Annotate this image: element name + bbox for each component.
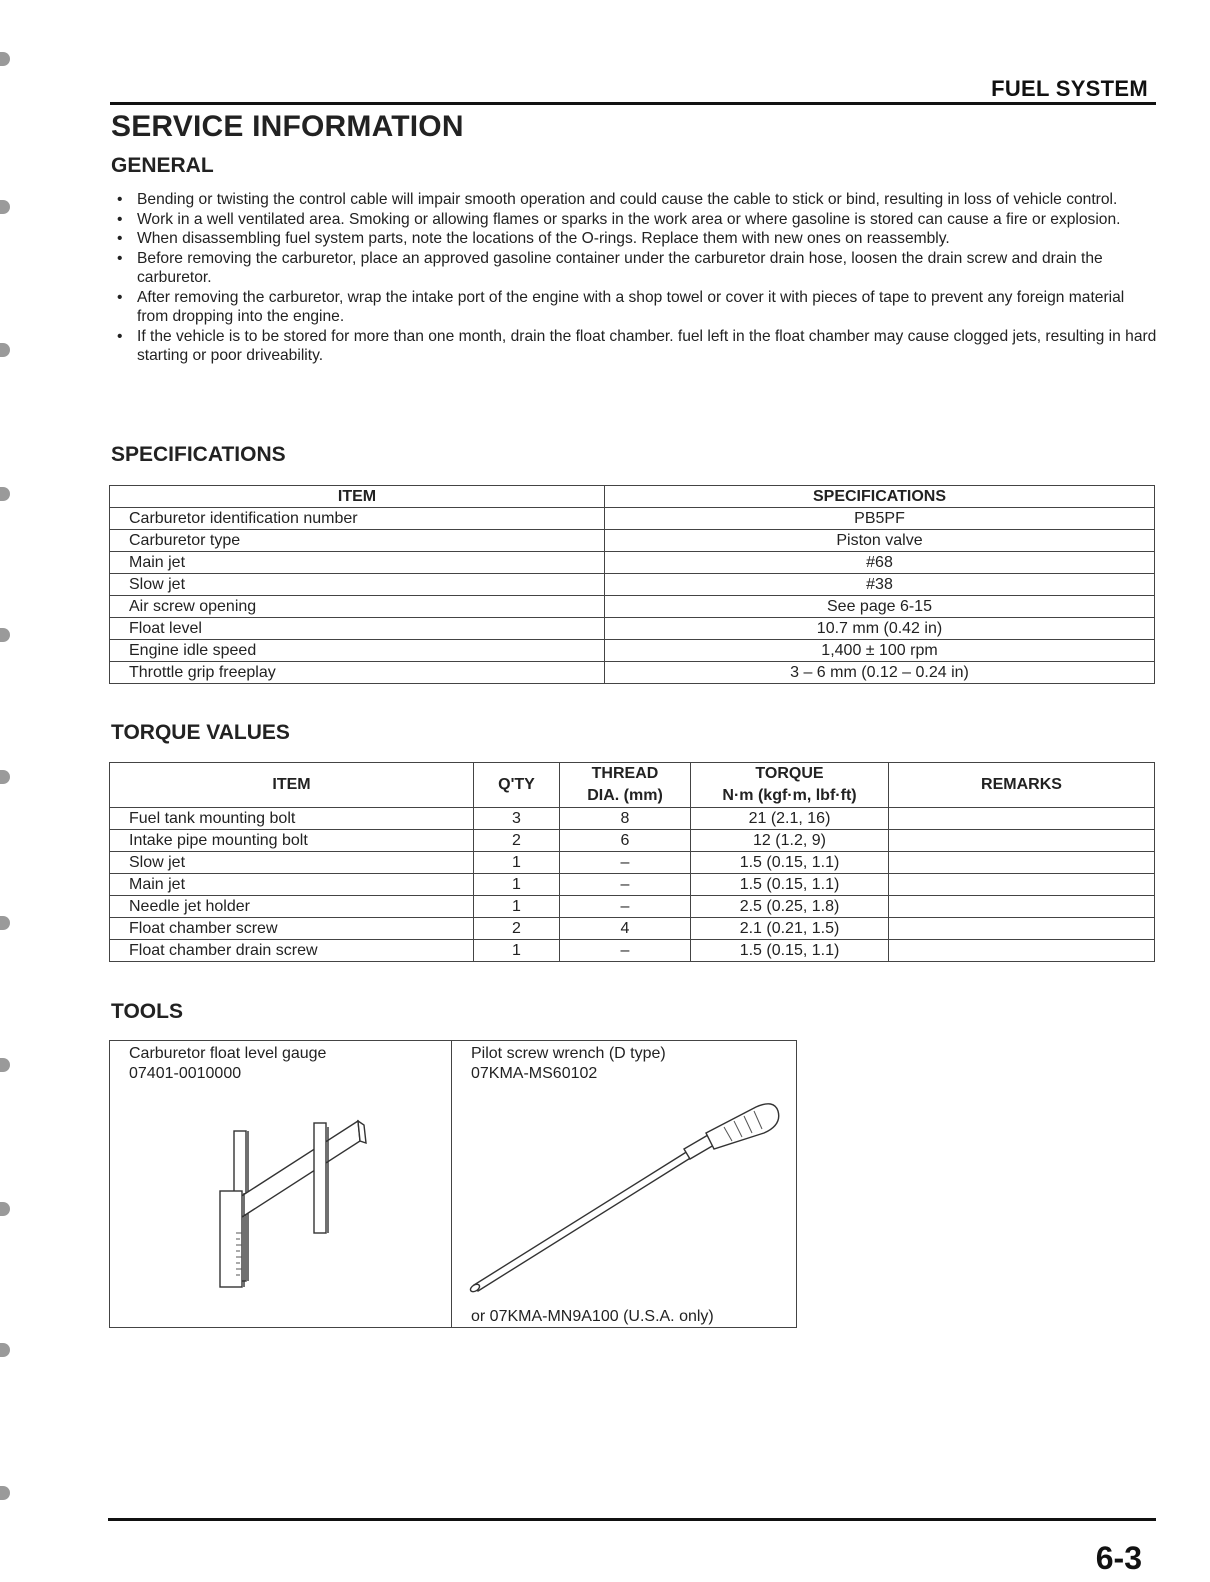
table-row: [110, 662, 1155, 684]
punch-mark: [0, 1202, 10, 1216]
torque-values-table: [109, 762, 1155, 962]
footer-rule: [108, 1518, 1156, 1521]
section-title: FUEL SYSTEM: [991, 76, 1148, 101]
punch-mark: [0, 628, 10, 642]
table-row: [110, 574, 1155, 596]
spec-item: Carburetor type: [110, 530, 605, 552]
spec-value: 10.7 mm (0.42 in): [605, 618, 1155, 640]
general-notes: [115, 190, 1157, 366]
table-row: [110, 808, 1155, 830]
punch-mark: [0, 916, 10, 930]
spec-item: Engine idle speed: [110, 640, 605, 662]
torque-thread: –: [560, 874, 691, 896]
table-row: [110, 640, 1155, 662]
torque-value: 1.5 (0.15, 1.1): [691, 940, 889, 962]
torque-item: Main jet: [110, 874, 474, 896]
torque-thread: 8: [560, 808, 691, 830]
punch-mark: [0, 1058, 10, 1072]
table-header-row: [110, 486, 1155, 508]
torque-qty: 2: [474, 830, 560, 852]
torque-item: Needle jet holder: [110, 896, 474, 918]
torque-qty: 1: [474, 852, 560, 874]
note-item: • Before removing the carburetor, place an approved gasoline container under the carburetor drain hose, loosen the drain screw and drain the carburetor.: [115, 249, 1157, 288]
spec-value: #68: [605, 552, 1155, 574]
torque-item: Float chamber screw: [110, 918, 474, 940]
column-header: ITEM: [110, 763, 474, 808]
table-row: [110, 874, 1155, 896]
torque-item: Slow jet: [110, 852, 474, 874]
column-header: Q'TY: [474, 763, 560, 808]
torque-item: Float chamber drain screw: [110, 940, 474, 962]
torque-remarks: [889, 918, 1155, 940]
spec-value: 1,400 ± 100 rpm: [605, 640, 1155, 662]
punch-mark: [0, 200, 10, 214]
torque-item: Intake pipe mounting bolt: [110, 830, 474, 852]
column-header: SPECIFICATIONS: [605, 486, 1155, 508]
table-row: [110, 940, 1155, 962]
note-item: • Bending or twisting the control cable will impair smooth operation and could cause the cable to stick or bind, resulting in loss of vehicle control.: [115, 190, 1157, 210]
torque-value: 12 (1.2, 9): [691, 830, 889, 852]
torque-qty: 1: [474, 874, 560, 896]
table-row: [110, 852, 1155, 874]
torque-thread: 6: [560, 830, 691, 852]
punch-mark: [0, 487, 10, 501]
torque-thread: –: [560, 896, 691, 918]
note-item: • After removing the carburetor, wrap the intake port of the engine with a shop towel or cover it with pieces of tape to prevent any foreign material from dropping into the engine.: [115, 288, 1157, 327]
table-row: [110, 508, 1155, 530]
spec-value: Piston valve: [605, 530, 1155, 552]
spec-item: Float level: [110, 618, 605, 640]
column-header: [560, 763, 691, 808]
torque-qty: 1: [474, 940, 560, 962]
tool-float-level-gauge: [110, 1041, 452, 1327]
spec-item: Throttle grip freeplay: [110, 662, 605, 684]
torque-remarks: [889, 830, 1155, 852]
page-number: 6-3: [1095, 1540, 1142, 1576]
spec-value: 3 – 6 mm (0.12 – 0.24 in): [605, 662, 1155, 684]
torque-heading: TORQUE VALUES: [111, 721, 290, 744]
torque-remarks: [889, 940, 1155, 962]
table-row: [110, 530, 1155, 552]
tool-alternate-part: or 07KMA-MN9A100 (U.S.A. only): [471, 1308, 714, 1325]
torque-qty: 1: [474, 896, 560, 918]
table-row: [110, 618, 1155, 640]
torque-thread: 4: [560, 918, 691, 940]
pilot-screw-wrench-illustration: [462, 1099, 792, 1299]
thread-header-line2: DIA. (mm): [587, 787, 663, 804]
torque-remarks: [889, 852, 1155, 874]
torque-qty: 3: [474, 808, 560, 830]
spec-item: Main jet: [110, 552, 605, 574]
tool-part-number: 07KMA-MS60102: [471, 1065, 598, 1082]
column-header: [691, 763, 889, 808]
punch-mark: [0, 770, 10, 784]
spec-value: See page 6-15: [605, 596, 1155, 618]
table-row: [110, 596, 1155, 618]
table-row: [110, 918, 1155, 940]
torque-remarks: [889, 896, 1155, 918]
spec-item: Slow jet: [110, 574, 605, 596]
table-row: [110, 896, 1155, 918]
torque-remarks: [889, 874, 1155, 896]
torque-thread: –: [560, 852, 691, 874]
tools-box: [109, 1040, 797, 1328]
note-item: • Work in a well ventilated area. Smoking or allowing flames or sparks in the work area or where gasoline is stored can cause a fire or explosion.: [115, 210, 1157, 230]
torque-value: 1.5 (0.15, 1.1): [691, 852, 889, 874]
specifications-heading: SPECIFICATIONS: [111, 443, 286, 466]
torque-qty: 2: [474, 918, 560, 940]
torque-header-line2: N·m (kgf·m, lbf·ft): [722, 787, 857, 804]
torque-value: 1.5 (0.15, 1.1): [691, 874, 889, 896]
tool-part-number: 07401-0010000: [129, 1065, 242, 1082]
table-row: [110, 552, 1155, 574]
torque-item: Fuel tank mounting bolt: [110, 808, 474, 830]
general-heading: GENERAL: [111, 154, 214, 177]
tool-name: Pilot screw wrench (D type): [471, 1045, 666, 1062]
punch-mark: [0, 1343, 10, 1357]
specifications-table: [109, 485, 1155, 684]
note-item: • When disassembling fuel system parts, note the locations of the O-rings. Replace them with new ones on reassembly.: [115, 229, 1157, 249]
torque-value: 2.1 (0.21, 1.5): [691, 918, 889, 940]
page-title: SERVICE INFORMATION: [111, 110, 464, 143]
tool-name: Carburetor float level gauge: [129, 1045, 327, 1062]
torque-thread: –: [560, 940, 691, 962]
punch-mark: [0, 1486, 10, 1500]
thread-header-line1: THREAD: [591, 765, 659, 782]
column-header: REMARKS: [889, 763, 1155, 808]
punch-mark: [0, 343, 10, 357]
tool-pilot-screw-wrench: [452, 1041, 796, 1327]
spec-item: Air screw opening: [110, 596, 605, 618]
spec-item: Carburetor identification number: [110, 508, 605, 530]
float-level-gauge-illustration: [210, 1113, 380, 1293]
spec-value: PB5PF: [605, 508, 1155, 530]
table-header-row: [110, 763, 1155, 808]
table-row: [110, 830, 1155, 852]
column-header: ITEM: [110, 486, 605, 508]
torque-value: 21 (2.1, 16): [691, 808, 889, 830]
torque-remarks: [889, 808, 1155, 830]
torque-header-line1: TORQUE: [755, 765, 824, 782]
note-item: • If the vehicle is to be stored for more than one month, drain the float chamber. fuel left in the float chamber may cause clogged jets, resulting in hard starting or poor driveability.: [115, 327, 1157, 366]
punch-mark: [0, 52, 10, 66]
torque-value: 2.5 (0.25, 1.8): [691, 896, 889, 918]
tools-heading: TOOLS: [111, 1000, 183, 1023]
spec-value: #38: [605, 574, 1155, 596]
header-rule: [110, 102, 1156, 105]
